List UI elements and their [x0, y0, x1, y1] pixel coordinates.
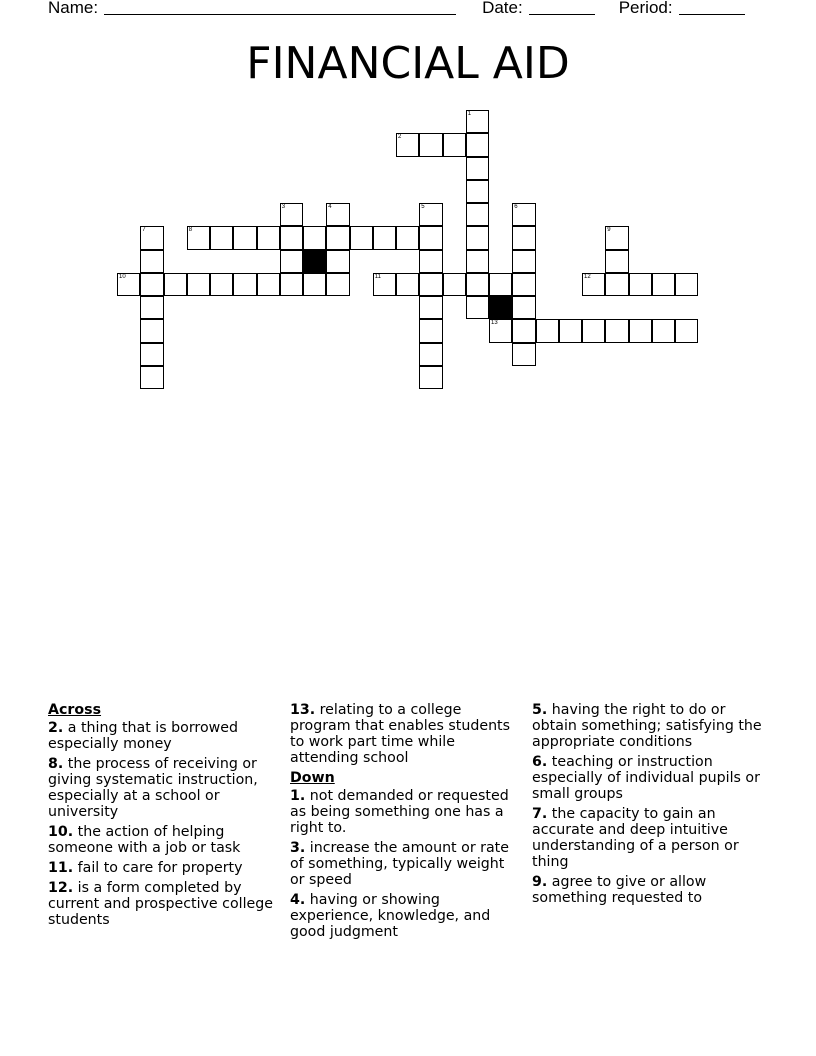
- grid-cell[interactable]: [373, 226, 396, 249]
- grid-number: 8: [188, 227, 193, 234]
- grid-cell[interactable]: [466, 296, 489, 319]
- clue-down-7: 7. the capacity to gain an accurate and deep intuitive understanding of a person or thing: [532, 806, 739, 870]
- page-title: FINANCIAL AID: [246, 38, 570, 89]
- grid-cell[interactable]: [326, 203, 349, 226]
- grid-cell[interactable]: [629, 319, 652, 342]
- clue-across-10: 10. the action of helping someone with a job or task: [48, 824, 241, 856]
- grid-number: 3: [281, 204, 286, 210]
- grid-cell[interactable]: [326, 273, 349, 296]
- grid-cell[interactable]: [210, 273, 233, 296]
- clue-across-8: 8. the process of receiving or giving systematic instruction, especially at a school or university: [48, 756, 258, 820]
- grid-cell[interactable]: [466, 157, 489, 180]
- grid-cell[interactable]: [187, 226, 210, 249]
- grid-cell[interactable]: [466, 226, 489, 249]
- grid-cell[interactable]: [140, 366, 163, 389]
- grid-number: 1: [467, 111, 472, 117]
- grid-cell[interactable]: [605, 319, 628, 342]
- grid-cell[interactable]: [419, 319, 442, 342]
- grid-cell[interactable]: [326, 250, 349, 273]
- grid-cell[interactable]: [419, 273, 442, 296]
- grid-number: 9: [607, 227, 611, 234]
- grid-cell[interactable]: [373, 273, 396, 296]
- grid-cell[interactable]: [419, 250, 442, 273]
- grid-cell[interactable]: [512, 296, 535, 319]
- clue-down-6: 6. teaching or instruction especially of individual pupils or small groups: [532, 754, 760, 802]
- grid-cell[interactable]: [164, 273, 187, 296]
- grid-cell[interactable]: [117, 273, 140, 296]
- crossword-grid: [0, 0, 816, 400]
- grid-cell[interactable]: [536, 319, 559, 342]
- grid-cell[interactable]: [257, 226, 280, 249]
- grid-cell[interactable]: [605, 226, 628, 249]
- grid-cell[interactable]: [443, 133, 466, 156]
- grid-cell[interactable]: [280, 226, 303, 249]
- grid-cell[interactable]: [419, 226, 442, 249]
- grid-number: 10: [119, 273, 126, 280]
- grid-number: 11: [374, 273, 381, 280]
- grid-cell[interactable]: [419, 366, 442, 389]
- grid-cell[interactable]: [396, 133, 419, 156]
- clue-across-12: 12. is a form completed by current and prospective college students: [48, 880, 273, 928]
- grid-cell[interactable]: [652, 319, 675, 342]
- name-label: Name:: [48, 0, 99, 17]
- grid-cell[interactable]: [466, 203, 489, 226]
- grid-cell[interactable]: [466, 273, 489, 296]
- clue-across-11: 11. fail to care for property: [48, 860, 243, 876]
- grid-cell[interactable]: [140, 226, 163, 249]
- clue-across-13: 13. relating to a college program that enables students to work part time while attending school: [290, 702, 511, 766]
- grid-cell[interactable]: [280, 250, 303, 273]
- clue-down-3: 3. increase the amount or rate of something, typically weight or speed: [290, 840, 509, 888]
- grid-cell[interactable]: [605, 273, 628, 296]
- grid-cell[interactable]: [210, 226, 233, 249]
- grid-number: 4: [328, 204, 332, 210]
- grid-cell[interactable]: [582, 273, 605, 296]
- clues-column-1: [48, 702, 280, 932]
- grid-cell[interactable]: [396, 226, 419, 249]
- grid-cell[interactable]: [419, 296, 442, 319]
- grid-cell[interactable]: [140, 343, 163, 366]
- grid-cell[interactable]: [512, 319, 535, 342]
- grid-block: [489, 296, 512, 319]
- grid-cell[interactable]: [582, 319, 605, 342]
- down-heading: Down: [290, 770, 335, 786]
- grid-cell[interactable]: [489, 273, 512, 296]
- grid-number: 2: [398, 134, 402, 141]
- grid-cell[interactable]: [140, 273, 163, 296]
- date-label: Date:: [482, 0, 523, 17]
- grid-cell[interactable]: [489, 319, 512, 342]
- grid-cell[interactable]: [419, 343, 442, 366]
- grid-cell[interactable]: [559, 319, 582, 342]
- grid-cell[interactable]: [350, 226, 373, 249]
- grid-cell[interactable]: [396, 273, 419, 296]
- grid-cell[interactable]: [512, 343, 535, 366]
- grid-number: 5: [421, 204, 425, 210]
- grid-cell[interactable]: [326, 226, 349, 249]
- grid-cell[interactable]: [675, 273, 698, 296]
- grid-cell[interactable]: [419, 203, 442, 226]
- grid-cell[interactable]: [257, 273, 280, 296]
- across-heading: Across: [48, 702, 102, 718]
- clue-across-2: 2. a thing that is borrowed especially money: [48, 720, 238, 752]
- grid-cell[interactable]: [280, 203, 303, 226]
- grid-block: [303, 250, 326, 273]
- grid-cell[interactable]: [140, 319, 163, 342]
- grid-cell[interactable]: [443, 273, 466, 296]
- grid-cell[interactable]: [466, 250, 489, 273]
- grid-cell[interactable]: [629, 273, 652, 296]
- period-label: Period:: [618, 0, 673, 17]
- grid-number: 13: [491, 320, 498, 327]
- clue-down-5: 5. having the right to do or obtain something; satisfying the appropriate conditions: [532, 702, 762, 750]
- grid-cell[interactable]: [419, 133, 442, 156]
- grid-cell[interactable]: [140, 296, 163, 319]
- clue-down-4: 4. having or showing experience, knowledge, and good judgment: [290, 892, 491, 940]
- clues-column-3: [532, 702, 764, 910]
- grid-cell[interactable]: [605, 250, 628, 273]
- grid-cell[interactable]: [512, 226, 535, 249]
- grid-cell[interactable]: [233, 226, 256, 249]
- clues-column-2: [290, 702, 522, 944]
- clue-down-9: 9. agree to give or allow something requested to: [532, 874, 707, 906]
- clue-down-1: 1. not demanded or requested as being something one has a right to.: [290, 788, 509, 836]
- grid-cell[interactable]: [187, 273, 210, 296]
- grid-cell[interactable]: [652, 273, 675, 296]
- grid-cell[interactable]: [675, 319, 698, 342]
- grid-cell[interactable]: [466, 180, 489, 203]
- grid-cell[interactable]: [466, 133, 489, 156]
- grid-number: 6: [514, 204, 518, 210]
- grid-number: 7: [142, 227, 146, 234]
- grid-cell[interactable]: [512, 203, 535, 226]
- grid-cell[interactable]: [303, 226, 326, 249]
- grid-cell[interactable]: [512, 273, 535, 296]
- grid-cell[interactable]: [233, 273, 256, 296]
- grid-cell[interactable]: [512, 250, 535, 273]
- grid-cell[interactable]: [466, 110, 489, 133]
- grid-cell[interactable]: [303, 273, 326, 296]
- grid-cell[interactable]: [280, 273, 303, 296]
- grid-number: 12: [584, 273, 591, 280]
- grid-cell[interactable]: [140, 250, 163, 273]
